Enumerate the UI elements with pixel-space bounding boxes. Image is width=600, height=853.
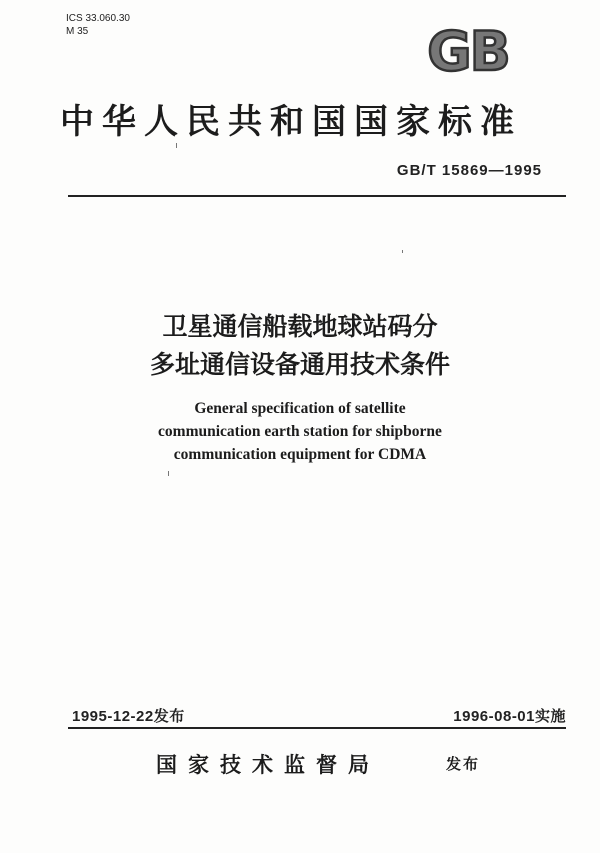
scan-speck bbox=[402, 250, 403, 253]
top-divider bbox=[68, 195, 566, 197]
national-standard-heading: 中华人民共和国国家标准 bbox=[60, 102, 522, 142]
gb-logo-text: GB bbox=[427, 22, 509, 78]
scan-speck bbox=[168, 471, 169, 476]
publisher-name: 国家技术监督局 bbox=[156, 753, 380, 777]
classification-codes bbox=[66, 12, 130, 38]
english-title-line-1: General specification of satellite bbox=[194, 400, 406, 417]
ics-code: ICS 33.060.30 bbox=[66, 13, 130, 24]
implementation-date: 1996-08-01实施 bbox=[453, 708, 566, 725]
issue-date: 1995-12-22发布 bbox=[72, 708, 185, 725]
chinese-title bbox=[0, 308, 600, 384]
english-title bbox=[0, 397, 600, 466]
english-title-line-2: communication earth station for shipborne bbox=[158, 423, 442, 440]
english-title-line-3: communication equipment for CDMA bbox=[173, 446, 427, 463]
gb-logo bbox=[412, 22, 524, 78]
chinese-title-line-1: 卫星通信船载地球站码分 bbox=[162, 312, 438, 341]
publish-label: 发布 bbox=[446, 755, 481, 773]
category-code: M 35 bbox=[66, 26, 89, 37]
standard-number: GB/T 15869—1995 bbox=[396, 162, 542, 179]
bottom-divider bbox=[68, 727, 566, 729]
chinese-title-line-2: 多址通信设备通用技术条件 bbox=[149, 350, 450, 379]
scan-speck bbox=[176, 143, 177, 148]
